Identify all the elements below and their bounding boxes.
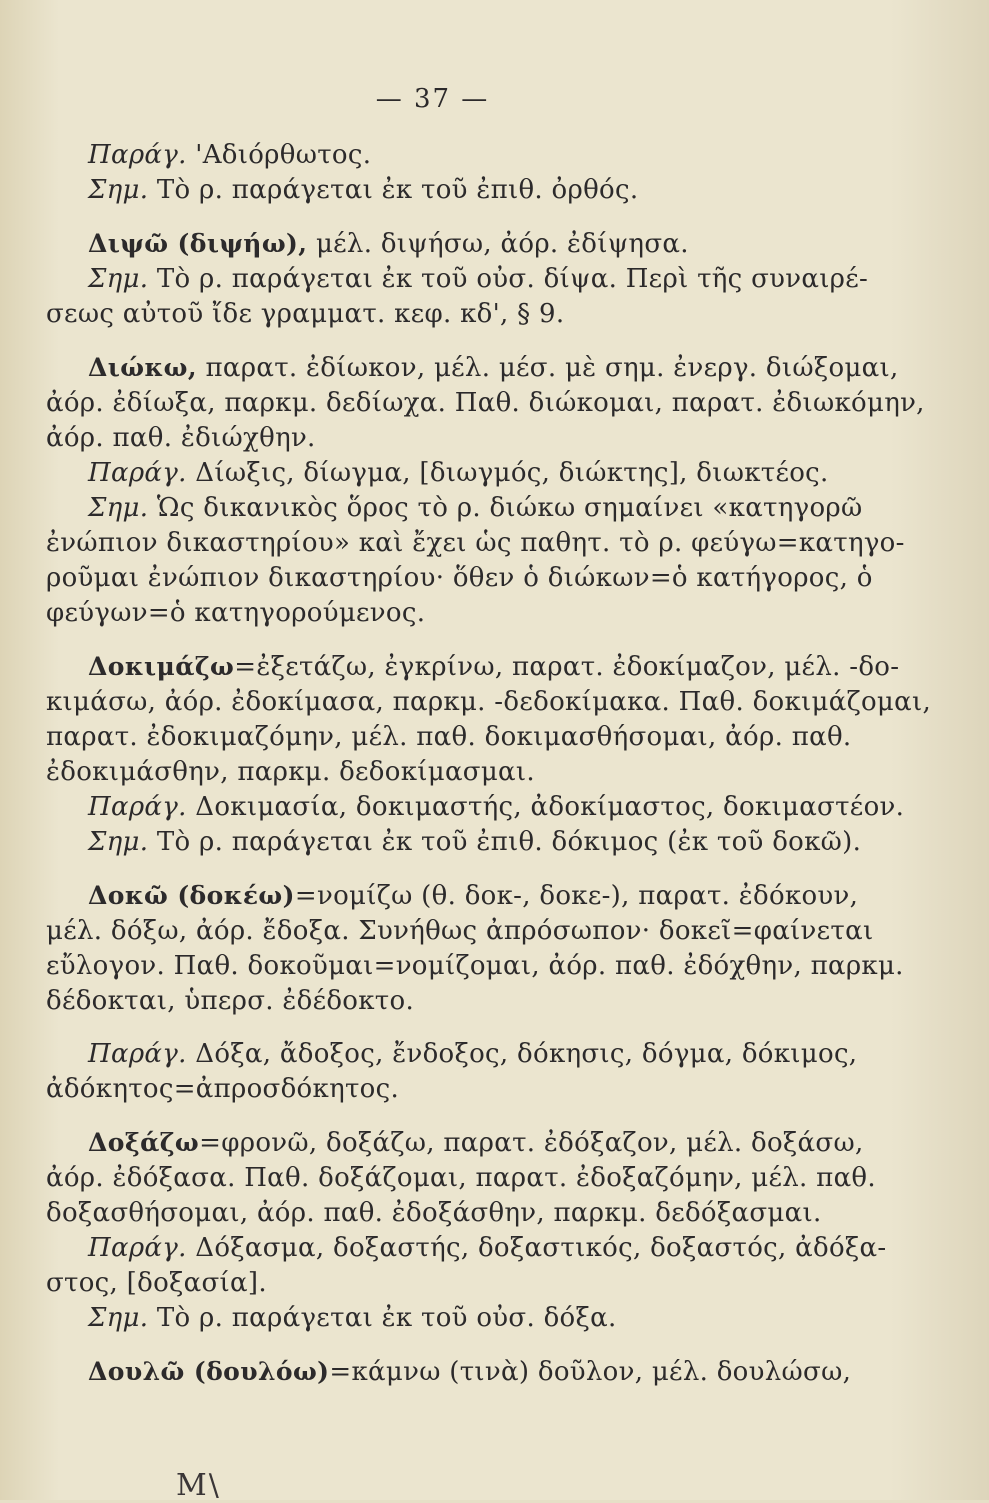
section-label: Σημ. xyxy=(88,493,149,523)
text-line xyxy=(46,491,863,526)
section-label: Παράγ. xyxy=(88,1233,187,1263)
line-text: παρατ. ἐδίωκον, μέλ. μέσ. μὲ σημ. ἐνεργ. διώξομαι, xyxy=(196,353,899,383)
section-label: Παράγ. xyxy=(88,1039,187,1069)
line-text: εὔλογον. Παθ. δοκοῦμαι=νομίζομαι, ἀόρ. παθ. ἐδόχθην, παρκμ. xyxy=(46,951,904,981)
dictionary-entry xyxy=(46,350,925,631)
line-text: 'Αδιόρθωτος. xyxy=(186,140,372,170)
text-line xyxy=(46,226,819,262)
section-label: Σημ. xyxy=(88,264,149,294)
line-text: στος, [δοξασία]. xyxy=(46,1268,267,1298)
text-line xyxy=(46,914,874,949)
text-line xyxy=(46,984,819,1019)
handwritten-mark: Μ\ xyxy=(176,1468,221,1503)
line-text: ἐδοκιμάσθην, παρκμ. δεδοκίμασμαι. xyxy=(46,757,535,787)
text-line xyxy=(46,596,819,631)
line-text: σεως αὐτοῦ ἴδε γραμματ. κεφ. κδ', § 9. xyxy=(46,299,565,329)
text-line xyxy=(46,1196,822,1231)
text-line xyxy=(46,350,899,386)
line-text: ροῦμαι ἐνώπιον δικαστηρίου· ὅθεν ὁ διώκων=ὁ κατήγορος, ὁ xyxy=(46,563,873,593)
line-text: =κάμνω (τινὰ) δοῦλον, μέλ. δουλώσω, xyxy=(329,1357,852,1387)
headword: Δοξάζω xyxy=(88,1128,200,1157)
text-line xyxy=(46,649,900,685)
dictionary-entry xyxy=(46,878,904,1019)
text-line xyxy=(46,262,869,297)
text-line xyxy=(46,878,859,914)
text-line xyxy=(46,526,905,561)
dictionary-entry xyxy=(46,1354,852,1390)
line-text: Τὸ ρ. παράγεται ἐκ τοῦ οὐσ. δόξα. xyxy=(148,1303,617,1333)
line-text: =νομίζω (θ. δοκ-, δοκε-), παρατ. ἐδόκουν, xyxy=(294,881,859,911)
page-number: — 37 — xyxy=(375,84,490,114)
section-label: Σημ. xyxy=(88,1303,149,1333)
dictionary-entry xyxy=(46,1037,858,1107)
text-line xyxy=(46,1354,852,1390)
text-line xyxy=(46,755,819,790)
line-text: ἀόρ. παθ. ἐδιώχθην. xyxy=(46,423,316,453)
section-label: Παράγ. xyxy=(88,458,187,488)
headword: Δοκιμάζω xyxy=(88,652,235,681)
headword: Δοκῶ (δοκέω) xyxy=(88,881,295,910)
text-line xyxy=(46,386,925,421)
section-label: Παράγ. xyxy=(88,140,187,170)
headword: Διώκω, xyxy=(88,353,197,382)
text-line xyxy=(46,138,819,173)
dictionary-entries xyxy=(46,138,932,1390)
text-line xyxy=(46,720,852,755)
text-line xyxy=(46,297,819,332)
line-text: Δίωξις, δίωγμα, [διωγμός, διώκτης], διωκτέος. xyxy=(186,458,829,488)
line-text: ἀόρ. ἐδόξασα. Παθ. δοξάζομαι, παρατ. ἐδοξαζόμην, μέλ. παθ. xyxy=(46,1163,876,1193)
section-label: Σημ. xyxy=(88,827,149,857)
text-line xyxy=(46,1301,819,1336)
line-text: Δόξα, ἄδοξος, ἔνδοξος, δόκησις, δόγμα, δόκιμος, xyxy=(186,1039,858,1069)
line-text: δέδοκται, ὑπερσ. ἐδέδοκτο. xyxy=(46,986,415,1016)
line-text: =φρονῶ, δοξάζω, παρατ. ἐδόξαζον, μέλ. δοξάσω, xyxy=(199,1128,864,1158)
dictionary-entry xyxy=(46,649,932,860)
headword: Δουλῶ (δουλόω) xyxy=(88,1357,330,1386)
line-text: κιμάσω, ἀόρ. ἐδοκίμασα, παρκμ. -δεδοκίμακα. Παθ. δοκιμάζομαι, xyxy=(46,687,932,717)
line-text: Δοκιμασία, δοκιμαστής, ἀδοκίμαστος, δοκιμαστέον. xyxy=(186,792,905,822)
text-line xyxy=(46,825,862,860)
line-text: ἐνώπιον δικαστηρίου» καὶ ἔχει ὡς παθητ. τὸ ρ. φεύγω=κατηγο- xyxy=(46,528,905,558)
line-text: Τὸ ρ. παράγεται ἐκ τοῦ οὐσ. δίψα. Περὶ τῆς συναιρέ- xyxy=(148,264,869,294)
text-line xyxy=(46,1037,858,1072)
line-text: παρατ. ἐδοκιμαζόμην, μέλ. παθ. δοκιμασθήσομαι, ἀόρ. παθ. xyxy=(46,722,852,752)
text-line xyxy=(46,1072,819,1107)
text-line xyxy=(46,1266,819,1301)
dictionary-entry xyxy=(46,1125,887,1336)
text-line xyxy=(46,173,819,208)
dictionary-entry xyxy=(46,138,819,208)
line-text: μέλ. δόξω, ἀόρ. ἔδοξα. Συνήθως ἀπρόσωπον· δοκεῖ=φαίνεται xyxy=(46,916,874,946)
line-text: μέλ. διψήσω, ἀόρ. ἐδίψησα. xyxy=(307,229,689,259)
line-text: =ἐξετάζω, ἐγκρίνω, παρατ. ἐδοκίμαζον, μέλ. -δο- xyxy=(234,652,900,682)
line-text: Ὡς δικανικὸς ὅρος τὸ ρ. διώκω σημαίνει «κατηγορῶ xyxy=(148,493,863,523)
text-line xyxy=(46,1231,887,1266)
text-line xyxy=(46,685,932,720)
text-line xyxy=(46,561,873,596)
line-text: Τὸ ρ. παράγεται ἐκ τοῦ ἐπιθ. ὀρθός. xyxy=(148,175,639,205)
line-text: ἀόρ. ἐδίωξα, παρκμ. δεδίωχα. Παθ. διώκομαι, παρατ. ἐδιωκόμην, xyxy=(46,388,925,418)
line-text: ἀδόκητος=ἀπροσδόκητος. xyxy=(46,1074,400,1104)
line-text: δοξασθήσομαι, ἀόρ. παθ. ἐδοξάσθην, παρκμ. δεδόξασμαι. xyxy=(46,1198,822,1228)
line-text: φεύγων=ὁ κατηγορούμενος. xyxy=(46,598,426,628)
text-line xyxy=(46,790,905,825)
section-label: Σημ. xyxy=(88,175,149,205)
headword: Διψῶ (διψήω), xyxy=(88,229,308,258)
line-text: Τὸ ρ. παράγεται ἐκ τοῦ ἐπιθ. δόκιμος (ἐκ τοῦ δοκῶ). xyxy=(148,827,862,857)
text-line xyxy=(46,1125,864,1161)
dictionary-entry xyxy=(46,226,869,332)
text-line xyxy=(46,949,904,984)
text-line xyxy=(46,421,819,456)
section-label: Παράγ. xyxy=(88,792,187,822)
text-line xyxy=(46,456,829,491)
text-line xyxy=(46,1161,876,1196)
line-text: Δόξασμα, δοξαστής, δοξαστικός, δοξαστός, ἀδόξα- xyxy=(186,1233,887,1263)
